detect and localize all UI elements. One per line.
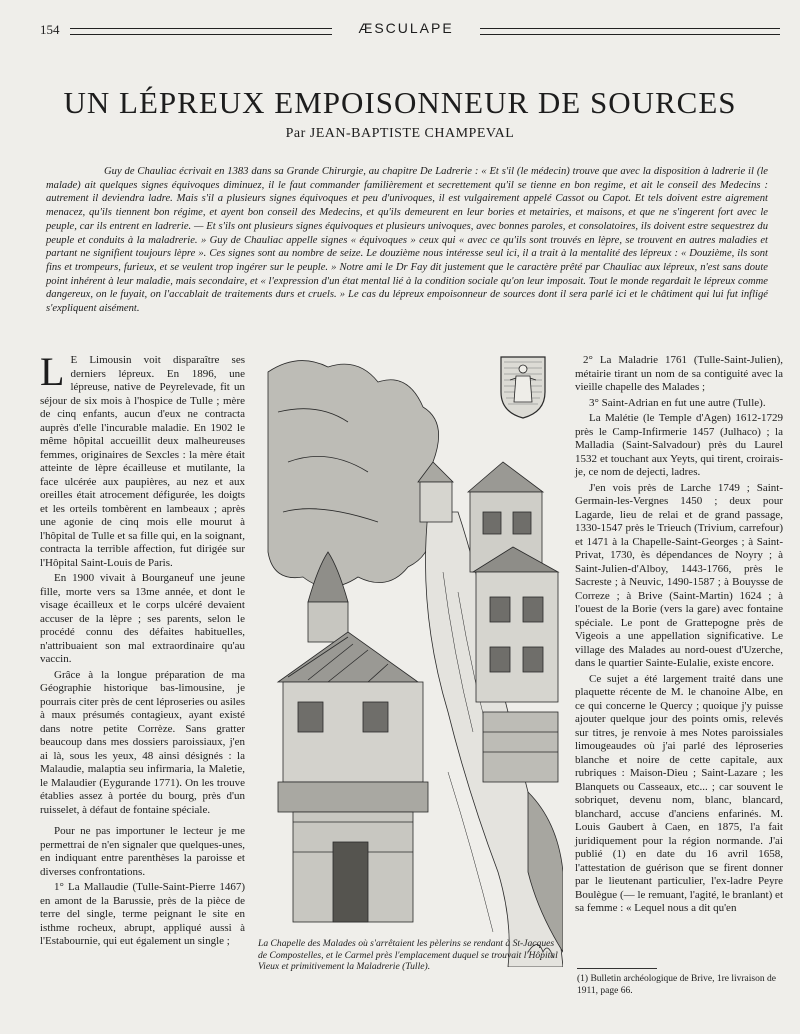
right-paragraph-5: Ce sujet a été largement traité dans une plaquette récente de M. le chanoine Albe, en ce qui concerne le Quercy ; quoique j'y puisse ajouter quelque jour des points omis, relevés sur titres, je renvoie à mes Notes paroissiales limougeaudes où j'ai parlé des léproseries blanche et noire de cette capitale, aux rubriques : Maison-Dieu ; Saint-Lazare ; les Blanquets ou Casseaux, etc... ; car souvent le sobriquet, devenu nom, blanc, blancard, blanchard, accuse d'anciens enfarinés. M. Louis Gaubert à Caen, en 1875, l'a fait juridiquement pour la région normande. J'ai publié (1) en date du 16 avril 1658, l'attestation de guérison que se firent donner par le lieutenant particulier, l'ex-ladre Peyre Boulègue (— le remuant, l'agité, le branlant) et sa femme : « Lequel nous a dit qu'en [575,672,783,914]
coat-of-arms-icon [498,354,548,420]
left-paragraph-1: L E Limousin voit disparaître ses derniers lépreux. En 1896, une lépreuse, native de Peyrelevade, fit un séjour de six mois à l'hospice de Tulle ; mère de cinq enfants, aucun d'eux ne contracta auprès d'elle l'incurable maladie. En 1902 le même hôpital accueillit deux malheureuses femmes, originaires de Sexcles : la mère était atteinte de lèpre écailleuse et mutilante, la face ulcérée aux paupières, au nez et aux oreilles était atrocement défigurée, les doigts et les orteils tombèrent en lambeaux ; après une agonie de cinq mois elle mourut à l'hôpital de Tulle et sa fille qui, en la soignant, contracta la terrible affection, fut dirigée sur l'Hôpital Saint-Louis de Paris. [40,349,245,569]
left-paragraph-4: Pour ne pas importuner le lecteur je me permettrai de n'en signaler que quelques-unes, en indiquant entre parenthèses la paroisse et diverses confrontations. [40,825,245,878]
left-column [40,349,245,951]
left-paragraph-3: Grâce à la longue préparation de ma Géographie historique bas-limousine, je pourrais citer près de cent léproseries ou asiles à maux présumés contagieux, ayant existé dans notre petite Corrèze. Sans gratter beaucoup dans mes dossiers paroissiaux, j'en ai là, sous les yeux, 48 ainsi désignés : la Malaudie, malaptia seu infirmaria, la Maletie, le Malaudier (Eygurande 1771). On les trouve établies assez à portée du bourg, près d'un ruisselet, à défaut de fontaine spéciale. [40,668,245,816]
right-paragraph-2: 3° Saint-Adrian en fut une autre (Tulle). [589,396,766,409]
footnote: (1) Bulletin archéologique de Brive, 1re livraison de 1911, page 66. [577,974,776,996]
right-paragraph-1: 2° La Maladrie 1761 (Tulle-Saint-Julien), métairie tirant un nom de sa contiguité avec la vieille chapelle des Malades ; [575,354,783,393]
header-rule-right [480,28,780,35]
page-number: 154 [40,22,60,37]
journal-title: ÆSCULAPE [358,20,454,36]
header-rule-left [70,28,332,35]
right-paragraph-4: J'en vois près de Larche 1749 ; Saint-Germain-les-Vergnes 1450 ; deux pour Lagarde, lieu de relai et de grand passage, 1330-1547 près le Trieuch (Trivium, carrefour) et 1471 à la Chapelle-Saint-Georges ; à Saint-Privat, 1730, ès dépendances de Noyry ; à Saint-Julien-d'Alboy, 1443-1766, près le Sacreste ; à Neuvic, 1490-1587 ; à Bouysse de Correze ; à Brive (Saint-Martin) 1624 ; à l'ouest de la Borie (vers la gare) avec fontaine spéciale. Le pont de Grattерogne près de Vigeois a une appellation significative. Le village des Malades au nord-ouest d'Uzerche, dans le quartier Sainte-Eulalie, existe encore. [575,481,783,669]
article-intro: Guy de Chauliac écrivait en 1383 dans sa Grande Chirurgie, au chapitre De Ladrerie : « Et s'il (le médecin) trouve que avec la disposition à ladrerie il (le malade) ait quelques signes équivoques diminuez, il le faut commander familièrement et secrettement qu'il se tienne en bon regime, et ait le conseil des Medecins : autrement il deviendra ladre. Mais s'il a plusieurs signes équivoques et peu d'univoques, il est vulgairement appelé Cassot ou Capot. Et tels doivent estre aigrement menacez, qu'ils tiennent bon régime, et ayent bon conseil des Medecins, et qu'ils demeurent en leur bories et metairies, et maisons, et que ne s'ingerent fort avec le peuple, car ils entrent en ladrerie. — Et s'ils ont plusieurs signes équivoques et plusieurs univoques, avec bonnes paroles, et consolatoires, ils doivent estre sequestrez du peuple et conduits à la maladrerie. » Guy de Chauliac appelle signes « équivoques » ceux qui « avec ce qu'ils sont trouvés en lèpre, se trouvent en autres maladies et partant ne signifient toujours lèpre ». Ces signes sont au nombre de seize. Le douzième nous intéresse seul ici, il a trait à la mentalité des lépreux : « Douzième, ils sont fins et trompeurs, furieux, et se veulent trop ingérer sur le peuple. » Notre ami le Dr Fay dit justement que le caractère prêté par Chauliac aux lépreux, n'est sans doute point inhérent à leur maladie, mais secondaire, et « l'expression d'un état mental lié à la condition sociale qu'on leur imposait. Tout le monde regardait le lépreux comme dangereux, on le fuyait, on l'accablait de traitements durs et cruels. » Le cas du lépreux empoisonneur de sources dont il sera parlé ici et le châtiment qui lui fut infligé s'expliquent aisément. [46,166,768,315]
street-illustration [258,352,563,967]
left-paragraph-2: En 1900 vivait à Bourganeuf une jeune fille, morte vers sa 13me année, et dont le visage écailleux et le corps ulcéré devaient accuser de la lèpre ; ses parents, selon le procédé connu des défaites habituelles, n'attribuaient son mal extraordinaire qu'au vaccin. [40,572,245,665]
drop-cap: L [40,349,65,394]
left-paragraph-5: 1° La Mallaudie (Tulle-Saint-Pierre 1467) en amont de la Barussie, près de la pièce de terre del single, terme peignant le site en isthme rocheux, abrupt, appliqué aussi à l'Estabournie, qui eut également un single ; [40,881,245,947]
article-byline: Par JEAN-BAPTISTE CHAMPEVAL [285,126,515,141]
illustration-caption: La Chapelle des Malades où s'arrêtaient les pèlerins se rendant à St-Jacques de Compostelles, et le Carmel près l'emplacement duquel se trouvait l'Hôpital Vieux et primitivement la Maladrerie (Tulle). [258,938,558,972]
article-title: UN LÉPREUX EMPOISONNEUR DE SOURCES [63,85,737,120]
running-header [40,22,780,42]
footnote-divider [577,968,657,969]
right-paragraph-3: La Malétie (le Temple d'Agen) 1612-1729 près le Camp-Infirmerie 1457 (Julhaco) ; la Malladia (Saint-Salvadour) près du Laurel 1532 et touchant aux Yeyts, qui tirent, croirais-je, ce nom de dejecti, ladres. [575,412,783,478]
right-column [575,354,783,918]
